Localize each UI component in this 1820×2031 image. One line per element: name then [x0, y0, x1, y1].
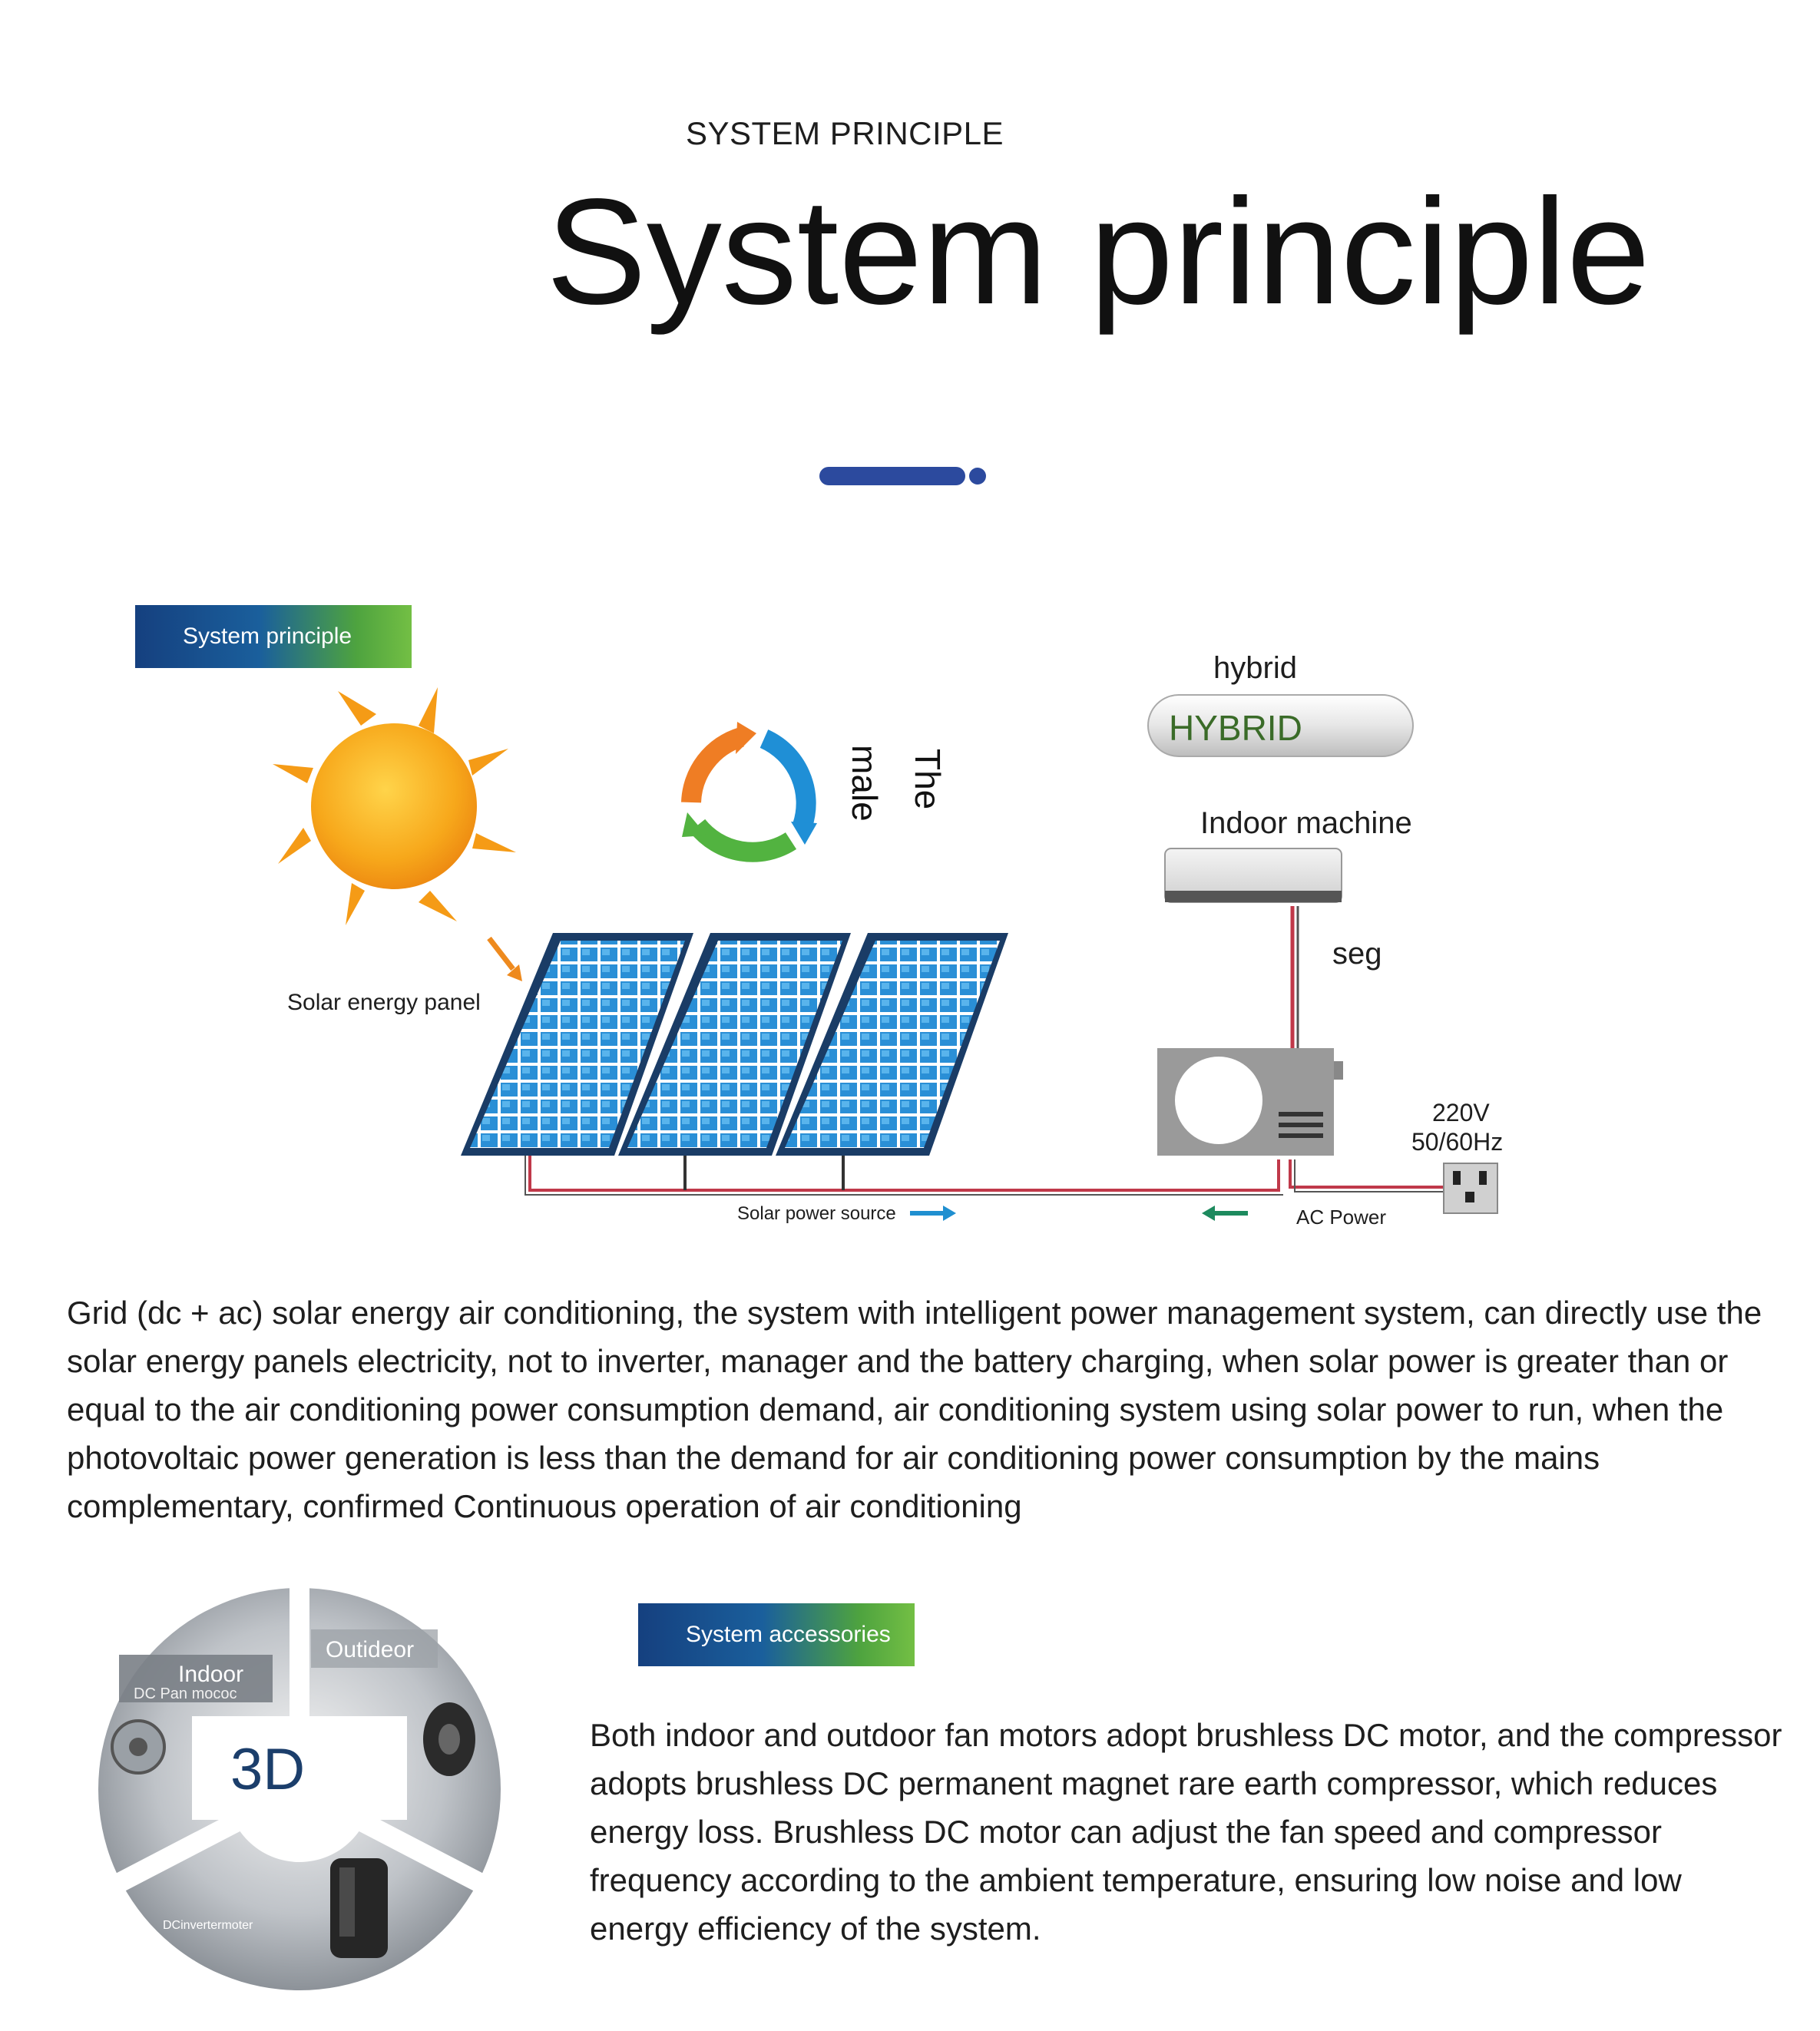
- accessories-description: Both indoor and outdoor fan motors adopt brushless DC motor, and the compressor adopts brushless DC permanent magnet rare earth compressor, which reduces energy loss. Brushless DC motor can adjust the fan speed and compressor frequency according to the ambient temperature, ensuring low noise and low energy efficiency of the system.: [590, 1717, 1782, 1947]
- motor-wheel-graphic: [92, 1582, 507, 1996]
- title-divider-bar: [819, 467, 965, 485]
- wheel-bottom-label: DCinvertermoter: [163, 1919, 253, 1932]
- cycle-text-2: male: [845, 745, 885, 822]
- title-divider-dot: [969, 468, 986, 485]
- ac-flow-arrow-icon: [1202, 1206, 1248, 1221]
- solar-flow-arrow-icon: [910, 1206, 956, 1221]
- power-socket-icon: [1444, 1163, 1497, 1213]
- cycle-arrows-icon: [682, 722, 817, 852]
- section-tag-principle: System principle: [135, 605, 412, 668]
- wheel-center-label: 3D: [230, 1737, 306, 1802]
- sunlight-arrow-icon: [489, 938, 522, 981]
- outdoor-fan-motor-icon: [423, 1702, 475, 1776]
- indoor-machine-label: Indoor machine: [1200, 806, 1412, 840]
- solar-panels-icon: [461, 933, 1008, 1156]
- page-title: System principle: [546, 167, 1650, 336]
- compressor-icon: [330, 1858, 388, 1958]
- hybrid-label: hybrid: [1213, 651, 1297, 685]
- seg-label: seg: [1332, 937, 1382, 971]
- hybrid-badge-text: HYBRID: [1169, 708, 1302, 748]
- solar-source-label: Solar power source: [737, 1203, 896, 1224]
- cycle-text-1: The: [908, 749, 948, 810]
- principle-description: Grid (dc + ac) solar energy air conditioning, the system with intelligent power management system, can directly use the solar energy panels electricity, not to inverter, manager and the battery charging, when solar power is greater than or equal to the air conditioning power consumption demand, air conditioning system using solar power to run, when the photovoltaic power generation is less than the demand for air conditioning power consumption by the mains complementary, confirmed Continuous operation of air conditioning: [67, 1295, 1762, 1524]
- sun-icon: [273, 687, 516, 925]
- section-tag-accessories: System accessories: [638, 1603, 915, 1666]
- outdoor-unit-icon: [1157, 1048, 1343, 1156]
- ac-power-label: AC Power: [1296, 1206, 1387, 1229]
- indoor-unit-icon: [1165, 848, 1342, 902]
- frequency-label: 50/60Hz: [1411, 1128, 1504, 1156]
- system-diagram: [0, 630, 1820, 1259]
- wheel-outdoor-label: Outideor: [326, 1637, 415, 1662]
- solar-panel-label: Solar energy panel: [287, 990, 481, 1015]
- indoor-fan-motor-icon: [112, 1721, 164, 1773]
- wheel-indoor-sub-label: DC Pan mococ: [134, 1685, 237, 1702]
- wheel-indoor-label: Indoor: [178, 1662, 244, 1687]
- hybrid-badge: [1148, 695, 1413, 756]
- voltage-label: 220V: [1432, 1099, 1490, 1126]
- page-eyebrow: SYSTEM PRINCIPLE: [685, 115, 1004, 151]
